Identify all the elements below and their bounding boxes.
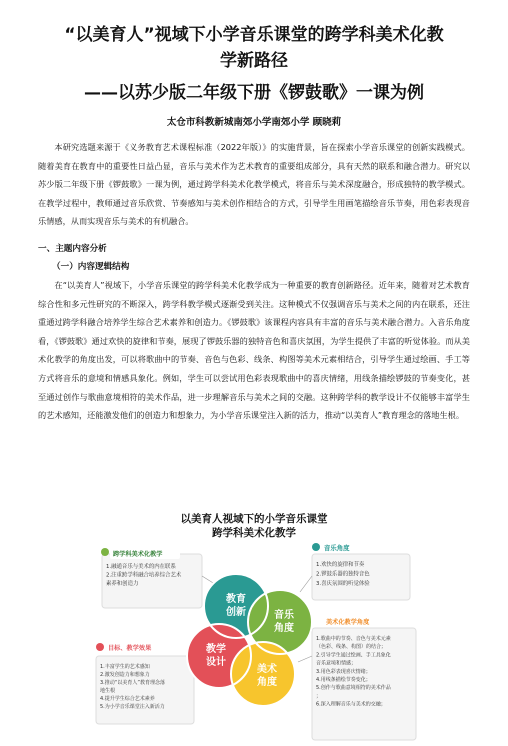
goals-item-line: 1.丰富学生的艺术感知: [100, 664, 150, 670]
teaching-design-label: 教学: [206, 644, 226, 655]
art-item-line: 4.用线条描绘节奏变化；: [316, 677, 371, 683]
art-item-line: 音乐意境和情感；: [316, 660, 357, 667]
cross-discipline-item-line: 1.融通音乐与美术的内在联系: [106, 564, 176, 570]
art-angle-label: 美术: [257, 664, 277, 675]
note-icon: [312, 543, 320, 551]
music-angle-label: 角度: [274, 623, 294, 634]
art-item-line: ；: [316, 693, 322, 700]
paper-title-line2: 学新路径: [220, 51, 288, 71]
cross-discipline-item-line: 素养和创造力: [106, 581, 139, 588]
cross-discipline-box: [101, 548, 202, 608]
art-item-line: 2.引导学生通过绘画、手工具象化: [316, 652, 391, 659]
art-item-line: 6.深入理解音乐与美术的交融；: [316, 701, 386, 708]
cross-discipline-label: 跨学科美术化教学: [113, 551, 163, 558]
art-angle-label: 角度: [257, 677, 277, 688]
teaching-design-label: 设计: [206, 657, 226, 668]
music-item-line: 1.欢快的旋律和节奏: [316, 562, 365, 568]
figure-title-line1: 以美育人视域下的小学音乐课堂: [180, 513, 328, 525]
paper-author: 太仓市科教新城南郊小学南郊小学 顾晓莉: [166, 117, 342, 128]
paper-title-line1: “以美育人”视域下小学音乐课堂的跨学科美术化教: [64, 25, 444, 45]
cross-discipline-item-line: 2.注重跨学科融合培养综合艺术: [106, 572, 182, 579]
subsection-heading: （一）内容逻辑结构: [52, 261, 130, 272]
concept-diagram: [86, 506, 422, 746]
art-item-line: （色彩、线条、构图）的结合；: [316, 644, 387, 651]
art-label: 美术化教学角度: [326, 619, 370, 626]
music-label: 音乐角度: [324, 544, 350, 552]
goals-item-line: 4.提升学生综合艺术素养: [100, 696, 155, 702]
art-item-line: 3.用色彩表现喜庆情绪；: [316, 668, 371, 675]
art-box: [312, 618, 416, 740]
goals-label: 目标、教学效果: [108, 645, 152, 652]
education-innovation-label: 创新: [226, 607, 246, 618]
goals-item-line: 地生根: [100, 688, 116, 694]
body-paragraph: 在“以美育人”视域下，小学音乐课堂的跨学科美术化教学成为一种重要的教育创新路径。近年来，随着对艺术教育综合性和多元性研究的不断深入，跨学科教学模式逐渐受到关注。这种模式不仅强调音乐与美术之间的内在联系，还注重通过跨学科融合培养学生综合艺术素养和创造力。《锣鼓歌》该课程内容具有丰富的音乐与美术融合潜力。入音乐角度看，《锣鼓歌》通过欢快的旋律和节奏，展现了锣鼓乐器的独特音色和喜庆氛围，为学生提供了丰富的听觉体验。而从美术化教学的角度出发，可以将歌曲中的节奏、音色与色彩、线条、构图等美术元素相结合，引导学生通过绘画、手工等方式将音乐的意境和情感具象化。例如，学生可以尝试用色彩表现歌曲中的喜庆情绪，用线条描绘锣鼓的节奏变化，甚至通过创作与歌曲意境相符的美术作品，进一步理解音乐与美术之间的交融。这种跨学科的教学设计不仅能够丰富学生的艺术感知，还能激发他们的创造力和想象力，为小学音乐课堂注入新的活力，推动“以美育人”教育理念的落地生根。: [38, 279, 470, 421]
target-icon: [96, 643, 104, 651]
education-innovation-label: 教育: [226, 594, 246, 605]
music-item-line: 2.锣鼓乐器的独特音色: [316, 571, 370, 578]
concept-figure: [86, 506, 422, 746]
figure-title-line2: 跨学科美术化教学: [212, 527, 296, 539]
goals-item-line: 3.推动“以美育人”教育理念落: [100, 680, 165, 686]
art-item-line: 5.创作与歌曲意境相符的美术作品: [316, 685, 391, 692]
paper-subtitle: ——以苏少版二年级下册《锣鼓歌》一课为例: [84, 83, 424, 103]
music-angle-label: 音乐: [274, 610, 294, 621]
section-heading: 一、主题内容分析: [38, 243, 107, 254]
music-item-line: 3.喜庆氛围的听觉体验: [316, 581, 370, 587]
music-items: [316, 560, 370, 587]
goals-item-line: 2.激发创造力和想象力: [100, 672, 150, 678]
art-item-line: 1.歌曲中的节奏、音色与美术元素: [316, 636, 391, 642]
leaf-icon: [101, 548, 109, 556]
goals-item-line: 5.为小学音乐课堂注入新活力: [100, 704, 165, 710]
abstract-paragraph: 本研究选题来源于《义务教育艺术课程标准（2022年版）》的实施背景，旨在探索小学音乐课堂的创新实践模式。随着美育在教育中的重要性日益凸显，音乐与美术作为艺术教育的重要组成部分，具有天然的联系和融合潜力。研究以苏少版二年级下册《锣鼓歌》一课为例，通过跨学科美术化教学模式，将音乐与美术深度融合，形成独特的教学模式。在教学过程中，教师通过音乐欣赏、节奏感知与美术创作相结合的方式，引导学生用画笔描绘音乐节奏，用色彩表现音乐情感，从而实现音乐与美术的有机融合。: [38, 142, 470, 227]
